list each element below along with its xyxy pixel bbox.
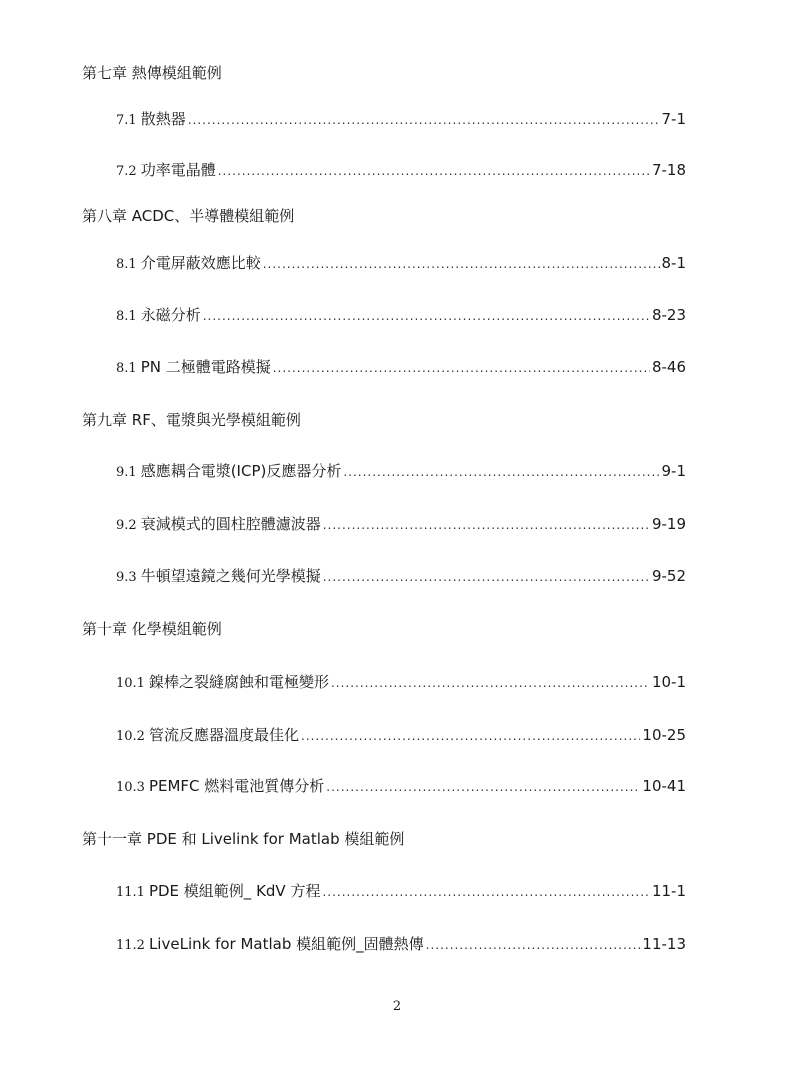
page-number: 2	[392, 999, 402, 1014]
dot-leader	[323, 567, 650, 587]
dot-leader	[322, 882, 650, 902]
entry-number: 10.3	[116, 780, 145, 795]
dot-leader	[188, 110, 660, 130]
entry-page: 8-23	[651, 306, 686, 324]
dot-leader	[301, 726, 640, 746]
entry-number: 7.2	[116, 164, 137, 179]
chapter-heading: 第八章 ACDC、半導體模組範例	[82, 207, 295, 225]
entry-title: PDE 模組範例_ KdV 方程	[148, 882, 321, 900]
toc-entry[interactable]	[116, 160, 686, 182]
entry-number: 10.1	[116, 676, 145, 691]
entry-page: 10-25	[642, 726, 686, 744]
entry-page: 7-18	[651, 161, 686, 179]
toc-entry[interactable]	[116, 461, 686, 483]
entry-title: 介電屏蔽效應比較	[140, 254, 261, 272]
entry-title: 永磁分析	[140, 306, 201, 324]
entry-page: 11-1	[651, 882, 686, 900]
entry-page: 10-1	[651, 673, 686, 691]
entry-title: 散熱器	[140, 110, 186, 128]
entry-title: 功率電晶體	[140, 161, 216, 179]
entry-title: 衰減模式的圓柱腔體濾波器	[140, 515, 321, 533]
toc-entry[interactable]	[116, 109, 686, 131]
entry-page: 8-1	[661, 254, 686, 272]
entry-page: 9-1	[661, 462, 686, 480]
chapter-heading: 第十一章 PDE 和 Livelink for Matlab 模組範例	[82, 830, 405, 848]
toc-entry[interactable]	[116, 514, 686, 536]
toc-entry[interactable]	[116, 357, 686, 379]
toc-entry[interactable]	[116, 881, 686, 903]
entry-title: LiveLink for Matlab 模組範例_固體熱傳	[148, 935, 424, 953]
dot-leader	[323, 515, 650, 535]
entry-title: 鎳棒之裂縫腐蝕和電極變形	[148, 673, 329, 691]
entry-page: 8-46	[651, 358, 686, 376]
entry-title: PN 二極體電路模擬	[140, 358, 271, 376]
chapter-heading: 第十章 化學模組範例	[82, 620, 222, 638]
toc-entry[interactable]	[116, 253, 686, 275]
entry-number: 8.1	[116, 361, 137, 376]
entry-page: 10-41	[642, 777, 686, 795]
entry-page: 7-1	[661, 110, 686, 128]
entry-title: 管流反應器溫度最佳化	[148, 726, 299, 744]
entry-page: 11-13	[642, 935, 686, 953]
entry-number: 8.1	[116, 309, 137, 324]
dot-leader	[343, 462, 659, 482]
entry-title: 感應耦合電漿(ICP)反應器分析	[140, 462, 342, 480]
chapter-heading: 第七章 熱傳模組範例	[82, 64, 222, 82]
entry-number: 8.1	[116, 257, 137, 272]
dot-leader	[203, 306, 650, 326]
entry-title: PEMFC 燃料電池質傳分析	[148, 777, 325, 795]
toc-entry[interactable]	[116, 776, 686, 798]
entry-number: 9.1	[116, 465, 137, 480]
toc-entry[interactable]	[116, 725, 686, 747]
dot-leader	[326, 777, 640, 797]
toc-entry[interactable]	[116, 566, 686, 588]
entry-number: 10.2	[116, 729, 145, 744]
entry-number: 11.2	[116, 938, 145, 953]
dot-leader	[263, 254, 660, 274]
toc-entry[interactable]	[116, 672, 686, 694]
toc-entry[interactable]	[116, 934, 686, 956]
dot-leader	[273, 358, 650, 378]
entry-page: 9-19	[651, 515, 686, 533]
entry-number: 9.3	[116, 570, 137, 585]
chapter-heading: 第九章 RF、電漿與光學模組範例	[82, 411, 301, 429]
entry-title: 牛頓望遠鏡之幾何光學模擬	[140, 567, 321, 585]
dot-leader	[218, 161, 650, 181]
dot-leader	[331, 673, 650, 693]
entry-number: 11.1	[116, 885, 145, 900]
toc-entry[interactable]	[116, 305, 686, 327]
entry-number: 9.2	[116, 518, 137, 533]
entry-page: 9-52	[651, 567, 686, 585]
dot-leader	[426, 935, 641, 955]
entry-number: 7.1	[116, 113, 137, 128]
